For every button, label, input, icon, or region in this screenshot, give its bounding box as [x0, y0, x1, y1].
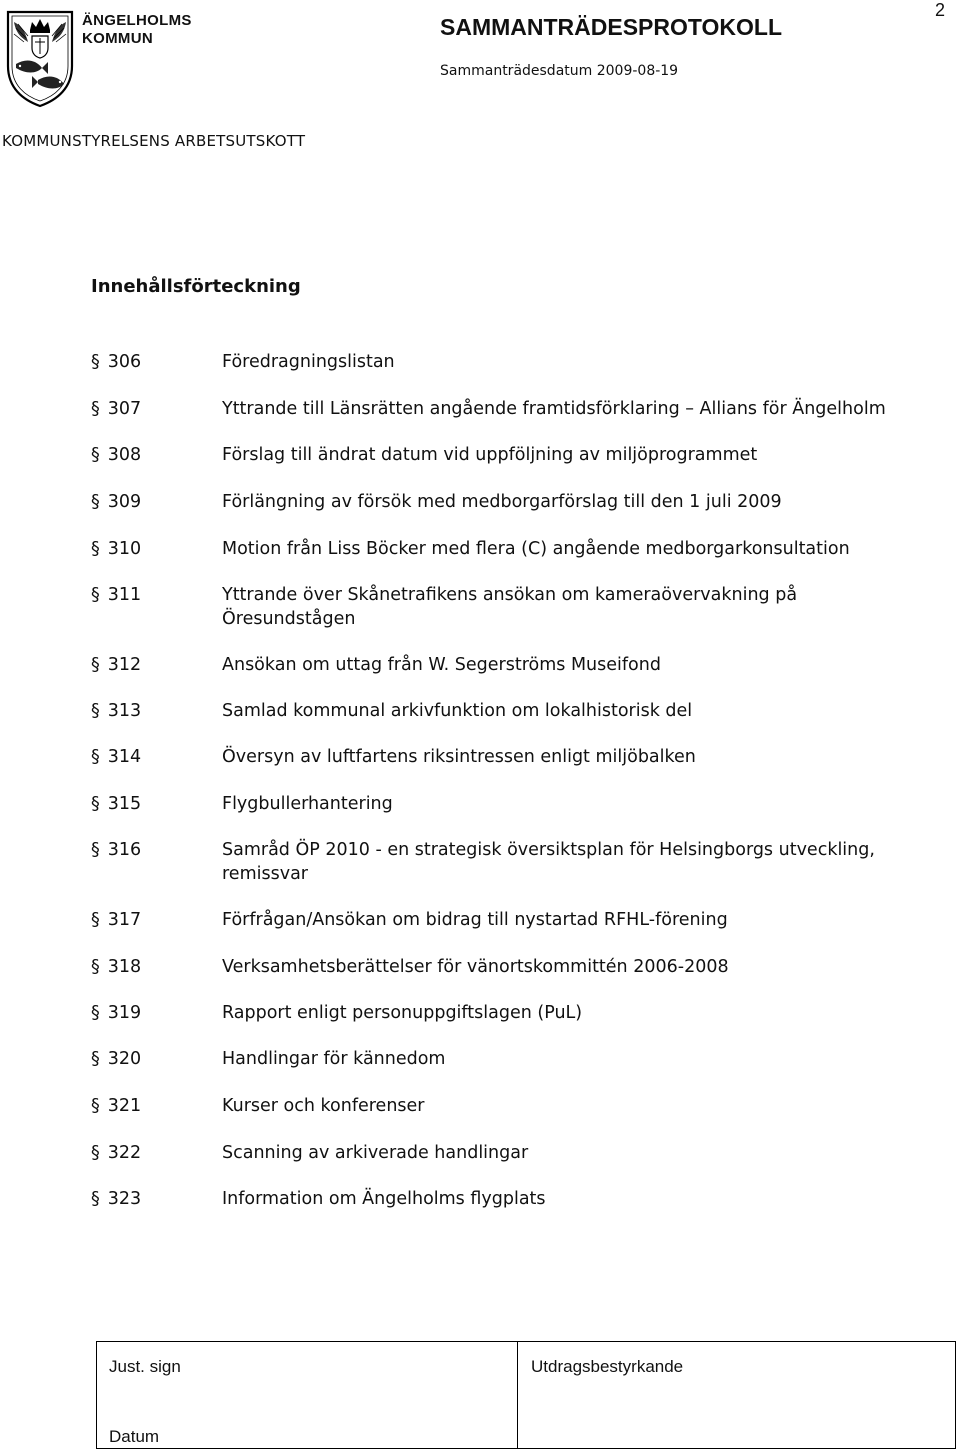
utdragsbestyrkande-label: Utdragsbestyrkande [531, 1357, 684, 1376]
section-sign: § [91, 539, 100, 559]
section-sign: § [91, 747, 100, 767]
section-sign: § [91, 1003, 100, 1023]
toc-item-section [91, 699, 216, 723]
toc-item-section [91, 583, 216, 607]
just-sign-label: Just. sign [109, 1357, 181, 1376]
toc-item-section [91, 537, 216, 561]
toc-item-section [91, 443, 216, 467]
municipality-line2: KOMMUN [82, 30, 153, 47]
toc-item-number: 306 [107, 352, 142, 372]
toc-item-section [91, 838, 216, 862]
signature-box-divider [517, 1342, 518, 1448]
toc-item-title: Verksamhetsberättelser för vänortskommittén 2006-2008 [222, 957, 729, 977]
toc-item-number: 307 [107, 399, 142, 419]
toc-item-section [91, 1047, 216, 1071]
datum-label: Datum [109, 1427, 160, 1446]
toc-item-section [91, 1187, 216, 1211]
toc-item-title: Förlängning av försök med medborgarförslag till den 1 juli 2009 [222, 492, 782, 512]
section-sign: § [91, 352, 100, 372]
toc-item-section [91, 1094, 216, 1118]
document-title: SAMMANTRÄDESPROTOKOLL [440, 14, 783, 40]
toc-item-title: Yttrande till Länsrätten angående framtidsförklaring – Allians för Ängelholm [222, 399, 886, 419]
toc-item-number: 310 [107, 539, 142, 559]
section-sign: § [91, 445, 100, 465]
section-sign: § [91, 1143, 100, 1163]
toc-item-number: 309 [107, 492, 142, 512]
toc-item-title: Samlad kommunal arkivfunktion om lokalhistorisk del [222, 701, 693, 721]
toc-item-number: 318 [107, 957, 142, 977]
toc-item-section [91, 397, 216, 421]
section-sign: § [91, 585, 100, 605]
toc-item-number: 312 [107, 655, 142, 675]
section-sign: § [91, 1049, 100, 1069]
toc-item-number: 321 [107, 1096, 142, 1116]
section-sign: § [91, 1189, 100, 1209]
toc-item-title: Översyn av luftfartens riksintressen enligt miljöbalken [222, 747, 696, 767]
committee-name: KOMMUNSTYRELSENS ARBETSUTSKOTT [2, 132, 306, 150]
section-sign: § [91, 794, 100, 814]
section-sign: § [91, 492, 100, 512]
toc-item-section [91, 1001, 216, 1025]
toc-item-title: Flygbullerhantering [222, 794, 393, 814]
toc-item-title: Scanning av arkiverade handlingar [222, 1143, 529, 1163]
toc-item-section [91, 653, 216, 677]
section-sign: § [91, 840, 100, 860]
toc-item-title: Förslag till ändrat datum vid uppföljning av miljöprogrammet [222, 445, 758, 465]
municipality-name [82, 12, 192, 48]
toc-item-number: 317 [107, 910, 142, 930]
toc-item-section [91, 745, 216, 769]
toc-item-title: Kurser och konferenser [222, 1096, 425, 1116]
signature-box [96, 1341, 956, 1449]
section-sign: § [91, 701, 100, 721]
toc-item-title: Ansökan om uttag från W. Segerströms Museifond [222, 655, 661, 675]
meeting-date: Sammanträdesdatum 2009-08-19 [440, 63, 679, 79]
toc-item-section [91, 908, 216, 932]
toc-item-section [91, 1141, 216, 1165]
toc-item-title: Föredragningslistan [222, 352, 395, 372]
toc-item-number: 320 [107, 1049, 142, 1069]
toc-item-title: Yttrande över Skånetrafikens ansökan om kameraövervakning på Öresundstågen [222, 585, 798, 629]
toc-item-number: 314 [107, 747, 142, 767]
toc-item-section [91, 350, 216, 374]
toc-item-number: 308 [107, 445, 142, 465]
section-sign: § [91, 399, 100, 419]
toc-item-section [91, 955, 216, 979]
section-sign: § [91, 655, 100, 675]
toc-item-title: Rapport enligt personuppgiftslagen (PuL) [222, 1003, 583, 1023]
toc-heading: Innehållsförteckning [91, 276, 301, 297]
section-sign: § [91, 910, 100, 930]
toc-item-number: 322 [107, 1143, 142, 1163]
toc-item-number: 319 [107, 1003, 142, 1023]
toc-item-number: 315 [107, 794, 142, 814]
section-sign: § [91, 1096, 100, 1116]
toc-item-number: 323 [107, 1189, 142, 1209]
toc-item-title: Samråd ÖP 2010 - en strategisk översiktsplan för Helsingborgs utveckling, remissvar [222, 840, 875, 884]
toc-item-title: Handlingar för kännedom [222, 1049, 446, 1069]
toc-item-section [91, 490, 216, 514]
toc-item-title: Motion från Liss Böcker med flera (C) angående medborgarkonsultation [222, 539, 850, 559]
toc-item-number: 316 [107, 840, 142, 860]
toc-item-number: 313 [107, 701, 142, 721]
page-number: 2 [934, 0, 945, 20]
toc-item-number: 311 [107, 585, 142, 605]
toc-item-title: Förfrågan/Ansökan om bidrag till nystartad RFHL-förening [222, 910, 728, 930]
toc-item-title: Information om Ängelholms flygplats [222, 1189, 546, 1209]
toc-item-section [91, 792, 216, 816]
section-sign: § [91, 957, 100, 977]
municipal-crest-logo [2, 8, 78, 108]
municipality-line1: ÄNGELHOLMS [82, 12, 192, 29]
